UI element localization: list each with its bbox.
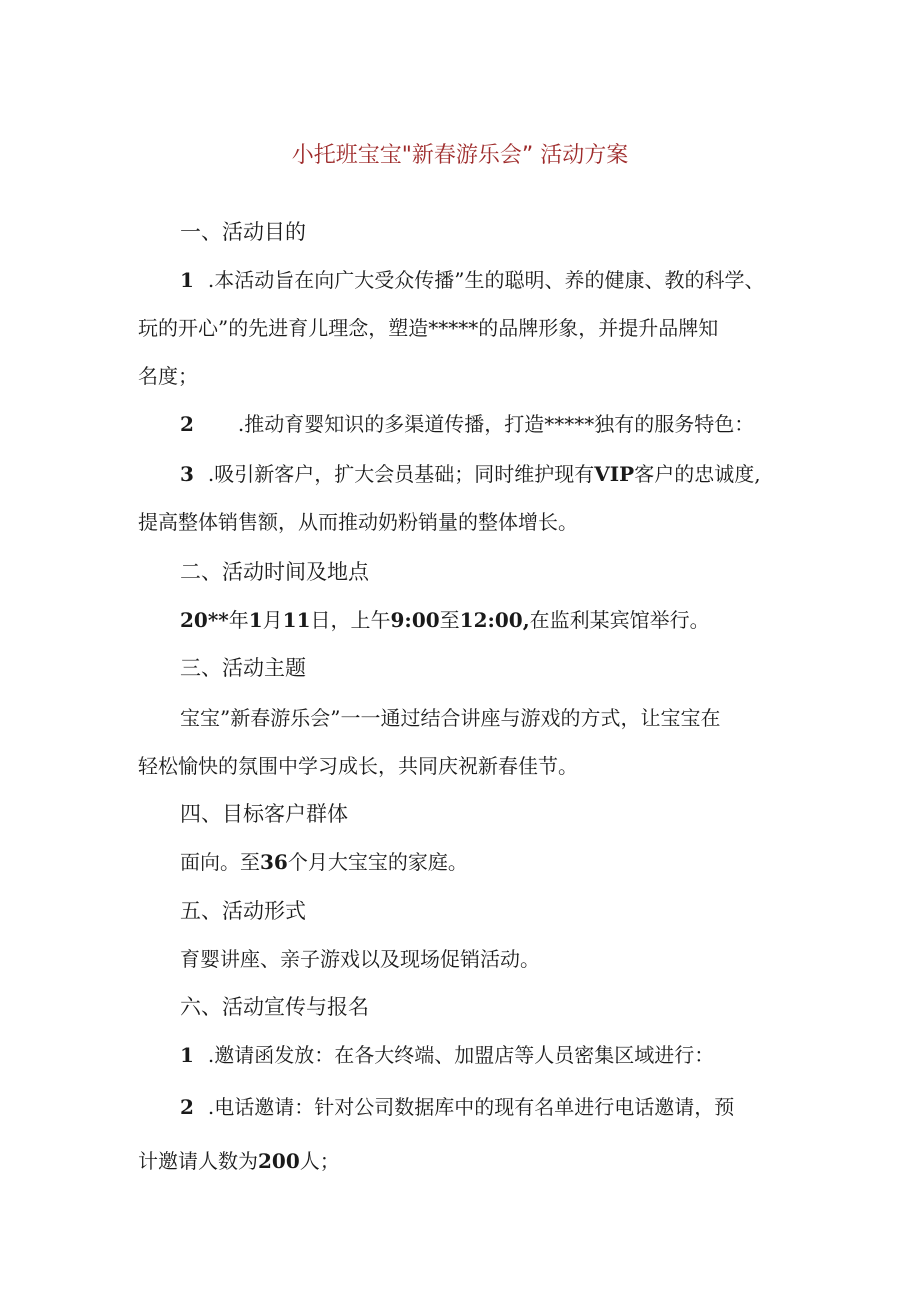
text-fragment: 月 (262, 608, 283, 632)
section-heading-promotion: 六、活动宣传与报名 (180, 995, 369, 1019)
purpose-item-2-line-1 (180, 409, 754, 439)
purpose-item-1-line-1 (180, 265, 765, 295)
list-text: .推动育婴知识的多渠道传播，打造*****独有的服务特色： (237, 412, 755, 436)
text-fragment: 在监利某宾馆举行。 (529, 608, 710, 632)
list-number: 1 (180, 268, 194, 292)
list-text: .吸引新客户，扩大会员基础；同时维护现有 (207, 462, 595, 486)
list-number: 2 (180, 412, 194, 436)
text-fragment: 面向。至 (180, 850, 260, 874)
year-value: 20** (180, 608, 229, 632)
list-number: 3 (180, 462, 194, 486)
section-heading-format: 五、活动形式 (180, 899, 306, 923)
promotion-item-2-line-1 (180, 1092, 734, 1122)
target-customers-text (180, 847, 468, 877)
promotion-item-1-line-1 (180, 1040, 714, 1070)
section-heading-purpose: 一、活动目的 (180, 220, 306, 244)
list-number: 1 (180, 1043, 194, 1067)
end-time-value: 12:00, (459, 608, 530, 632)
day-value: 11 (282, 608, 311, 632)
list-text: 客户的忠诚度, (634, 462, 761, 486)
vip-text: VIP (594, 462, 635, 486)
month-value: 1 (248, 608, 263, 632)
months-value: 36 (260, 850, 288, 874)
list-text: .电话邀请：针对公司数据库中的现有名单进行电话邀请，预 (207, 1095, 735, 1119)
section-heading-time-place: 二、活动时间及地点 (180, 560, 369, 584)
section-heading-target-customers: 四、目标客户群体 (180, 802, 348, 826)
document-title: 小托班宝宝"新春游乐会” 活动方案 (291, 143, 629, 168)
start-time-value: 9:00 (390, 608, 440, 632)
theme-line-1: 宝宝”新春游乐会”一一通过结合讲座与游戏的方式，让宝宝在 (180, 706, 721, 730)
format-text: 育婴讲座、亲子游戏以及现场促销活动。 (180, 947, 540, 971)
time-place-text (180, 605, 710, 635)
invite-count-value: 200 (258, 1149, 300, 1173)
section-heading-theme: 三、活动主题 (180, 656, 306, 680)
text-fragment: 至 (439, 608, 460, 632)
list-number: 2 (180, 1095, 194, 1119)
purpose-item-1-line-3: 名度； (138, 364, 198, 388)
text-fragment: 日，上午 (310, 608, 391, 632)
promotion-item-2-line-2 (138, 1146, 340, 1176)
text-fragment: 人； (299, 1149, 340, 1173)
list-text: .邀请函发放：在各大终端、加盟店等人员密集区域进行： (207, 1043, 715, 1067)
purpose-item-3-line-1 (180, 459, 761, 489)
purpose-item-1-line-2: 玩的开心”的先进育儿理念，塑造*****的品牌形象，并提升品牌知 (138, 316, 719, 340)
purpose-item-3-line-2: 提高整体销售额，从而推动奶粉销量的整体增长。 (138, 510, 578, 534)
theme-line-2: 轻松愉快的氛围中学习成长，共同庆祝新春佳节。 (138, 754, 578, 778)
text-fragment: 年 (228, 608, 249, 632)
text-fragment: 个月大宝宝的家庭。 (287, 850, 468, 874)
text-fragment: 计邀请人数为 (138, 1149, 258, 1173)
list-text: .本活动旨在向广大受众传播”生的聪明、养的健康、教的科学、 (207, 268, 765, 292)
